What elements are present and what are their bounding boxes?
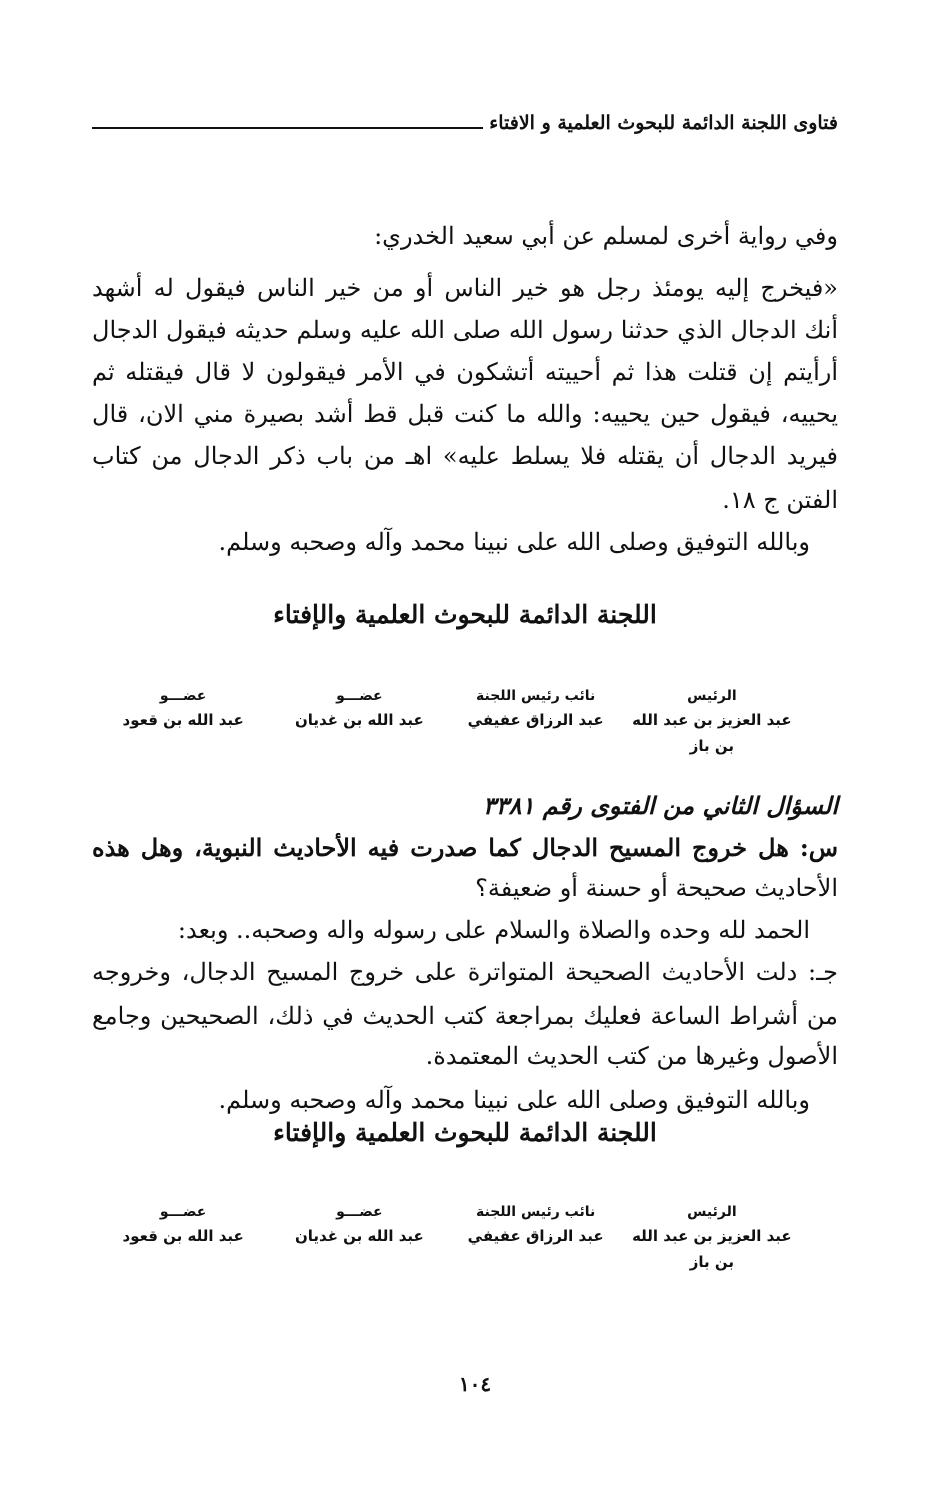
committee-title: اللجنة الدائمة للبحوث العلمية والإفتاء xyxy=(273,1118,657,1147)
signature-vice-chairman xyxy=(448,685,624,759)
signature-role: الرئيس xyxy=(687,688,737,704)
signature-chairman xyxy=(624,1201,800,1275)
hadith-line: «فيخرج إليه يومئذ رجل هو خير الناس أو من خير الناس فيقول له أشهد xyxy=(92,274,838,302)
committee-title: اللجنة الدائمة للبحوث العلمية والإفتاء xyxy=(273,600,657,629)
signature-name: عبد الله بن غديان xyxy=(294,711,424,729)
question-heading: السؤال الثاني من الفتوى رقم ٣٣٨١ xyxy=(482,791,838,820)
closing-line: وبالله التوفيق وصلى الله على نبينا محمد وآله وصحبه وسلم. xyxy=(218,1086,810,1114)
answer-line: الأصول وغيرها من كتب الحديث المعتمدة. xyxy=(425,1042,838,1070)
question-line: الأحاديث صحيحة أو حسنة أو ضعيفة؟ xyxy=(475,874,838,902)
signature-role: عضـــو xyxy=(159,1204,207,1220)
signature-member xyxy=(95,685,271,759)
hadith-line: أرأيتم إن قتلت هذا ثم أحييته أتشكون في الأمر فيقولون لا قال فيقتله ثم xyxy=(92,358,838,386)
signatures-row xyxy=(95,685,800,759)
signature-role: عضـــو xyxy=(159,688,207,704)
hadith-line: يحييه، فيقول حين يحييه: والله ما كنت قبل قط أشد بصيرة مني الان، قال xyxy=(92,400,838,428)
running-header xyxy=(92,108,838,138)
signature-chairman xyxy=(624,685,800,759)
hadith-line: فيريد الدجال أن يقتله فلا يسلط عليه» اهـ من باب ذكر الدجال من كتاب xyxy=(92,442,838,470)
hadith-line: أنك الدجال الذي حدثنا رسول الله صلى الله عليه وسلم حديثه فيقول الدجال xyxy=(92,316,838,344)
closing-line: وبالله التوفيق وصلى الله على نبينا محمد وآله وصحبه وسلم. xyxy=(218,528,810,556)
signature-vice-chairman xyxy=(448,1201,624,1275)
answer-line: من أشراط الساعة فعليك بمراجعة كتب الحديث في ذلك، الصحيحين وجامع xyxy=(92,1002,838,1030)
signature-name: عبد الله بن غديان xyxy=(294,1227,424,1245)
signature-member xyxy=(271,685,447,759)
header-title: فتاوى اللجنة الدائمة للبحوث العلمية و الافتاء xyxy=(489,112,838,134)
praise-line: الحمد لله وحده والصلاة والسلام على رسوله واله وصحبه.. وبعد: xyxy=(177,916,810,944)
signature-name: عبد العزيز بن عبد الله بن باز xyxy=(632,1227,792,1271)
signature-member xyxy=(95,1201,271,1275)
signature-name: عبد الله بن قعود xyxy=(122,1227,244,1245)
signature-name: عبد الرزاق عفيفي xyxy=(467,711,604,729)
signature-role: الرئيس xyxy=(687,1204,737,1220)
header-rule xyxy=(92,127,483,129)
page-number: ١٠٤ xyxy=(458,1372,492,1396)
signature-role: نائب رئيس اللجنة xyxy=(476,1204,596,1220)
intro-line: وفي رواية أخرى لمسلم عن أبي سعيد الخدري: xyxy=(374,222,838,250)
answer-line: جـ: دلت الأحاديث الصحيحة المتواترة على خروج المسيح الدجال، وخروجه xyxy=(92,958,838,986)
signatures-row xyxy=(95,1201,800,1275)
hadith-line: الفتن ج ١٨. xyxy=(722,486,838,514)
signature-name: عبد الرزاق عفيفي xyxy=(467,1227,604,1245)
signature-role: نائب رئيس اللجنة xyxy=(476,688,596,704)
signature-name: عبد العزيز بن عبد الله بن باز xyxy=(632,711,792,755)
signature-role: عضـــو xyxy=(336,1204,383,1220)
signature-name: عبد الله بن قعود xyxy=(122,711,244,729)
signature-role: عضـــو xyxy=(336,688,383,704)
signature-member xyxy=(271,1201,447,1275)
question-line: س: هل خروج المسيح الدجال كما صدرت فيه الأحاديث النبوية، وهل هذه xyxy=(92,833,838,862)
